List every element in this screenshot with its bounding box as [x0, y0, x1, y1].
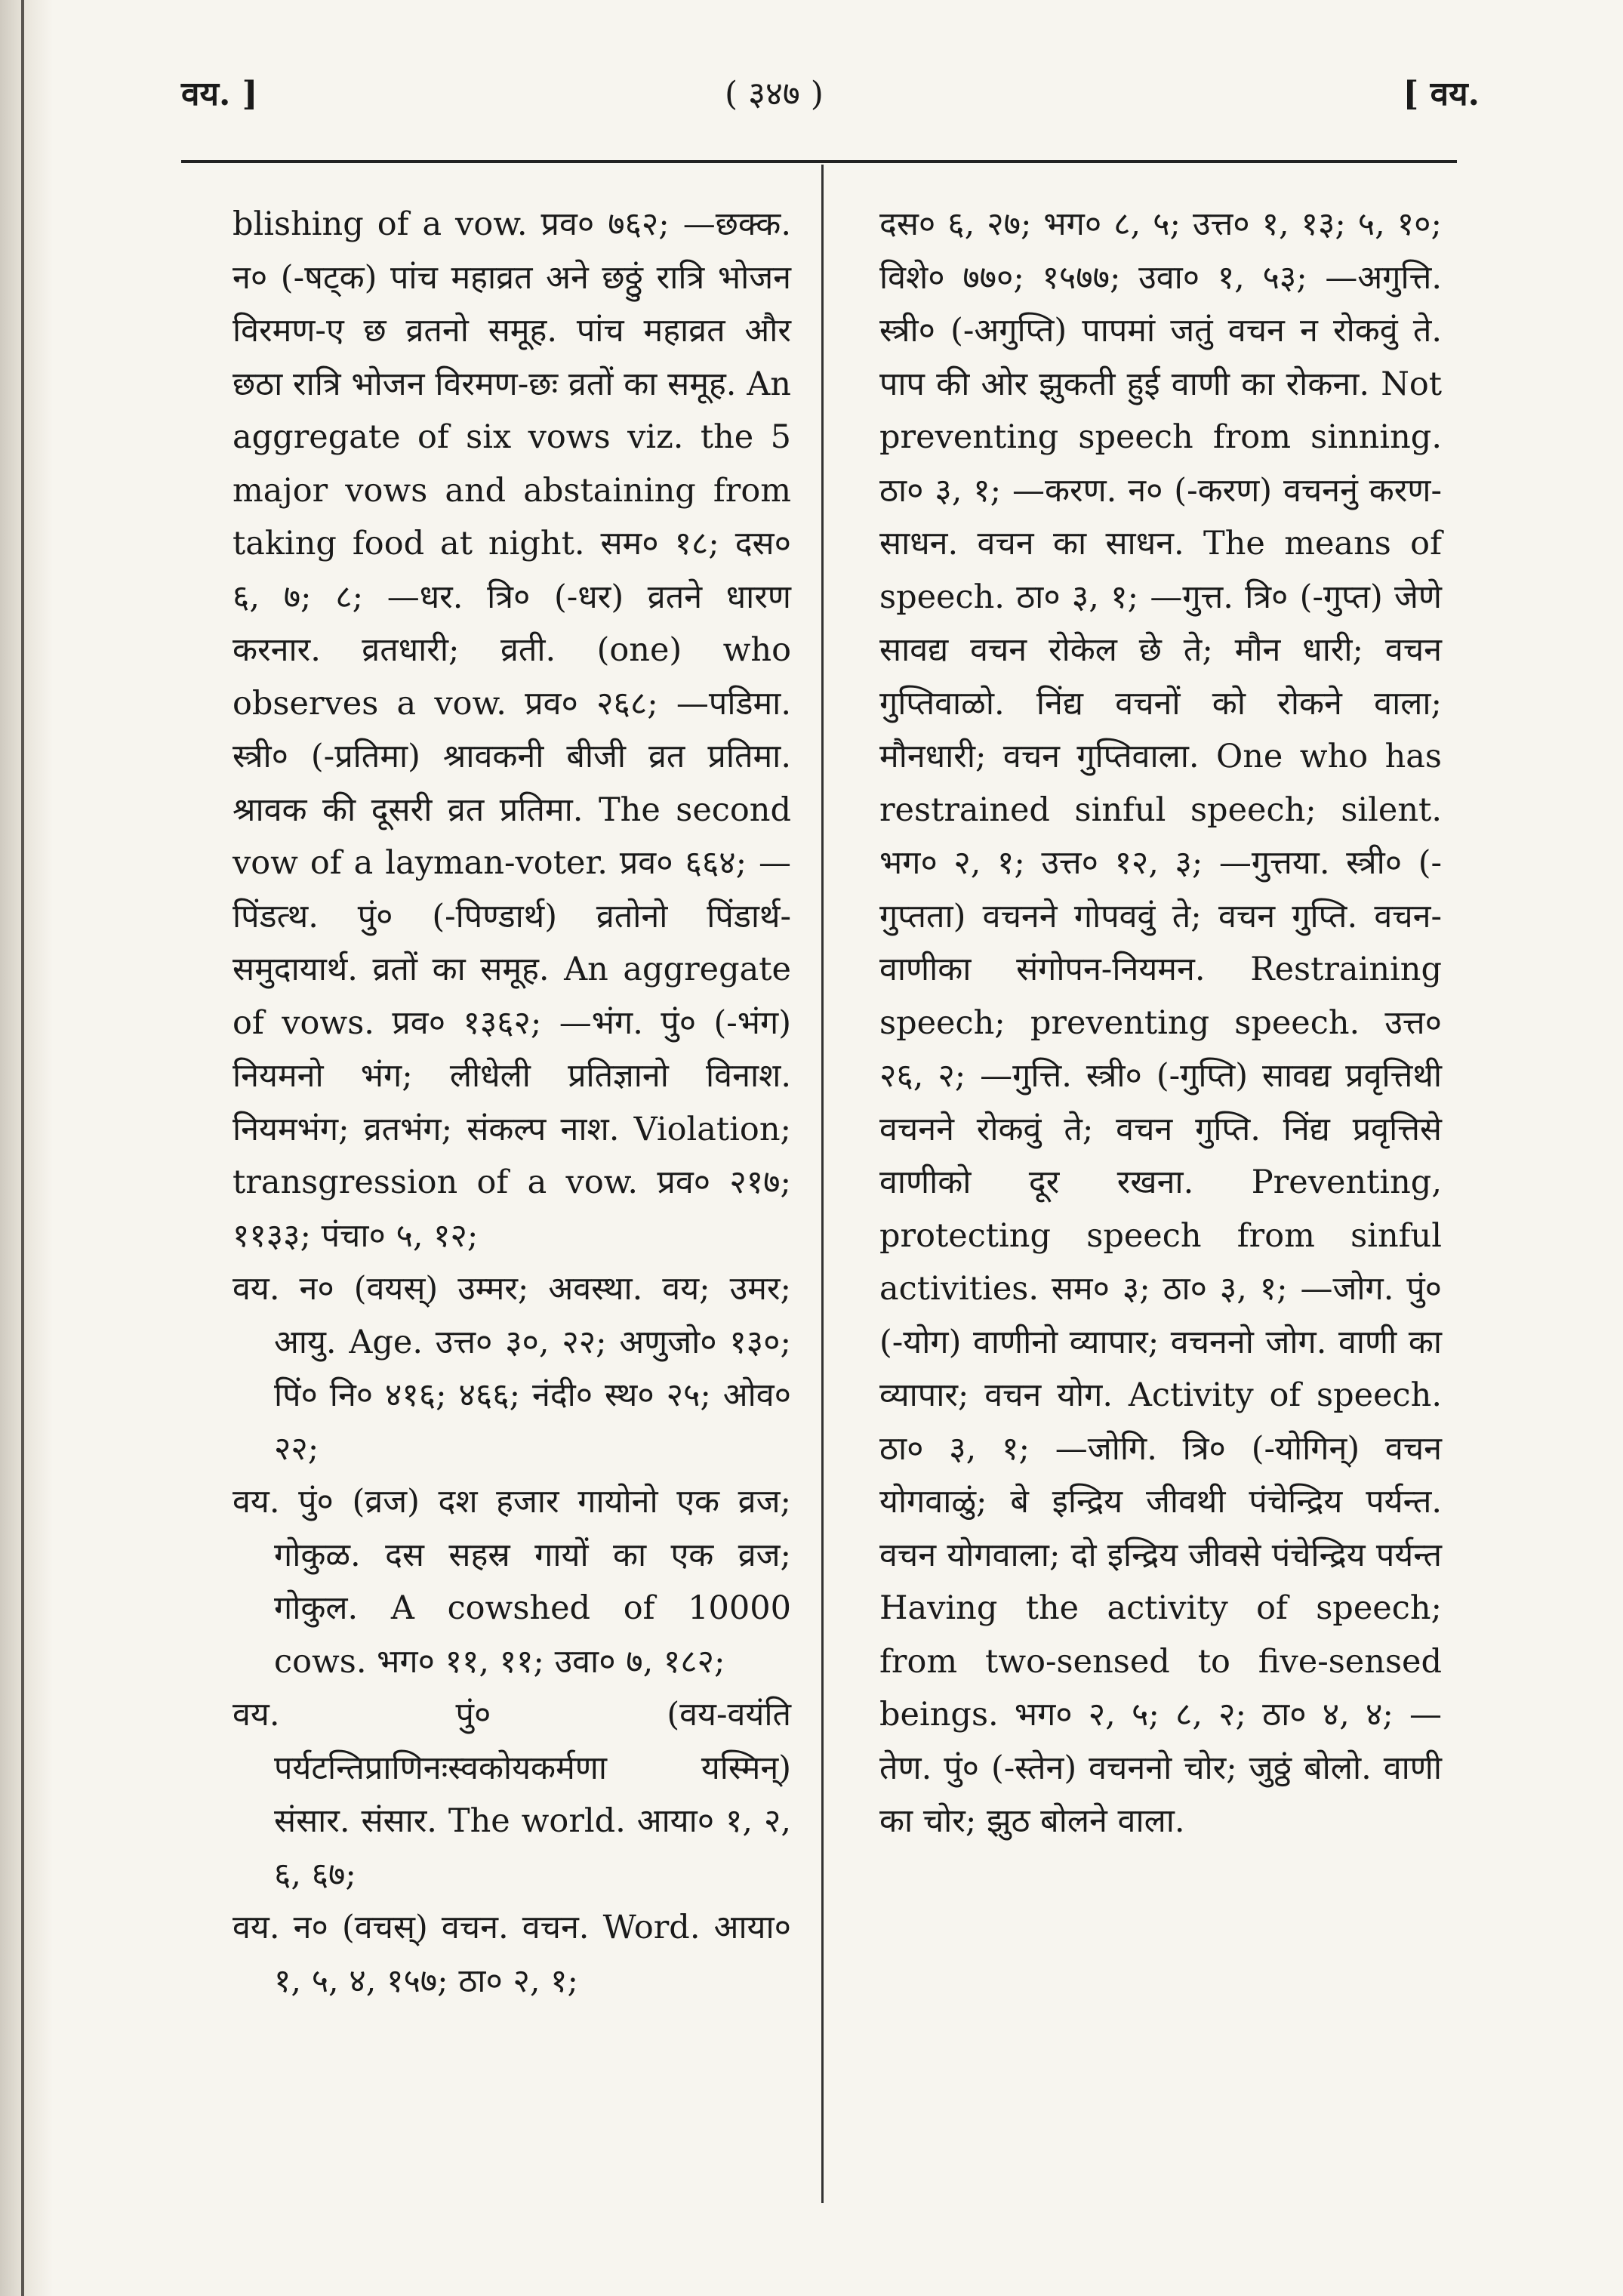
column-divider — [821, 165, 824, 2203]
header-rule — [181, 160, 1457, 163]
dictionary-entry: blishing of a vow. प्रव० ७६२; —छक्क. न० (-षट्क) पांच महाव्रत अने छठ्ठुं रात्रि भोजन विरमण-ए छ व्रतनो समूह. पांच महाव्रत और छठा रात्रि भोजन विरमण-छः व्रतों का समूह. An aggregate of six vows viz. the 5 major vows and abstaining from taking food at night. सम० १८; दस० ६, ७; ८; —धर. त्रि० (-धर) व्रतने धारण करनार. व्रतधारी; व्रती. (one) who observes a vow. प्रव० २६८; —पडिमा. स्त्री० (-प्रतिमा) श्रावकनी बीजी व्रत प्रतिमा. श्रावक की दूसरी व्रत प्रतिमा. The second vow of a layman-voter. प्रव० ६६४; —पिंडत्थ. पुं० (-पिण्डार्थ) व्रतोनो पिंडार्थ-समुदायार्थ. व्रतों का समूह. An aggregate of vows. प्रव० १३६२; —भंग. पुं० (-भंग) नियमनो भंग; लीधेली प्रतिज्ञानो विनाश. नियमभंग; व्रतभंग; संकल्प नाश. Violation; transgression of a vow. प्रव० २१७; ११३३; पंचा० ५, १२; — [233, 205, 791, 1255]
scan-edge-shading — [0, 0, 53, 2296]
header-right-guideword: [ वय. — [1403, 75, 1480, 113]
dictionary-entry: वय. पुं० (व्रज) दश हजार गायोनो एक व्रज; गोकुळ. दस सहस्र गायों का एक व्रज; गोकुल. A cowshed of 10000 cows. भग० ११, ११; उवा० ७, १८२; — [233, 1483, 791, 1681]
page-header — [181, 69, 1480, 122]
left-column — [233, 198, 791, 2008]
dictionary-entry: वय. पुं० (वय-वयंति पर्यटन्तिप्राणिनःस्वकोयकर्मणा यस्मिन्) संसार. संसार. The world. आया० १, २, ६, ६७; — [233, 1696, 791, 1894]
header-left-guideword: वय. ] — [181, 75, 258, 113]
dictionary-entry: दस० ६, २७; भग० ८, ५; उत्त० १, १३; ५, १०; विशे० ७७०; १५७७; उवा० १, ५३; —अगुत्ति. स्त्री० (-अगुप्ति) पापमां जतुं वचन न रोकवुं ते. पाप की ओर झुकती हुई वाणी का रोकना. Not preventing speech from sinning. ठा० ३, १; —करण. न० (-करण) वचननुं करण-साधन. वचन का साधन. The means of speech. ठा० ३, १; —गुत्त. त्रि० (-गुप्त) जेणे सावद्य वचन रोकेल छे ते; मौन धारी; वचन गुप्तिवाळो. निंद्य वचनों को रोकने वाला; मौनधारी; वचन गुप्तिवाला. One who has restrained sinful speech; silent. भग० २, १; उत्त० १२, ३; —गुत्तया. स्त्री० (-गुप्तता) वचनने गोपववुं ते; वचन गुप्ति. वचन-वाणीका संगोपन-नियमन. Restraining speech; preventing speech. उत्त० २६, २; —गुत्ति. स्त्री० (-गुप्ति) सावद्य प्रवृत्तिथी वचनने रोकवुं ते; वचन गुप्ति. निंद्य प्रवृत्तिसे वाणीको दूर रखना. Preventing, protecting speech from sinful activities. सम० ३; ठा० ३, १; —जोग. पुं० (-योग) वाणीनो व्यापार; वचननो जोग. वाणी का व्यापार; वचन योग. Activity of speech. ठा० ३, १; —जोगि. त्रि० (-योगिन्) वचन योगवाळुं; बे इन्द्रिय जीवथी पंचेन्द्रिय पर्यन्त. वचन योगवाला; दो इन्द्रिय जीवसे पंचेन्द्रिय पर्यन्त Having the activity of speech; from two-sensed to five-sensed beings. भग० २, ५; ८, २; ठा० ४, ४; —तेण. पुं० (-स्तेन) वचननो चोर; जुठ्ठं बोलो. वाणी का चोर; झुठ बोलने वाला. — [879, 205, 1442, 1840]
right-column — [879, 198, 1442, 1848]
dictionary-entry: वय. न० (वचस्) वचन. वचन. Word. आया० १, ५, ४, १५७; ठा० २, १; — [233, 1909, 791, 2000]
page-number: ( ३४७ ) — [725, 75, 824, 113]
binding-shadow — [21, 0, 24, 2296]
dictionary-entry: वय. न० (वयस्) उम्मर; अवस्था. वय; उमर; आयु. Age. उत्त० ३०, २२; अणुजो० १३०; पिं० नि० ४१६; ४६६; नंदी० स्थ० २५; ओव० २२; — [233, 1270, 791, 1468]
